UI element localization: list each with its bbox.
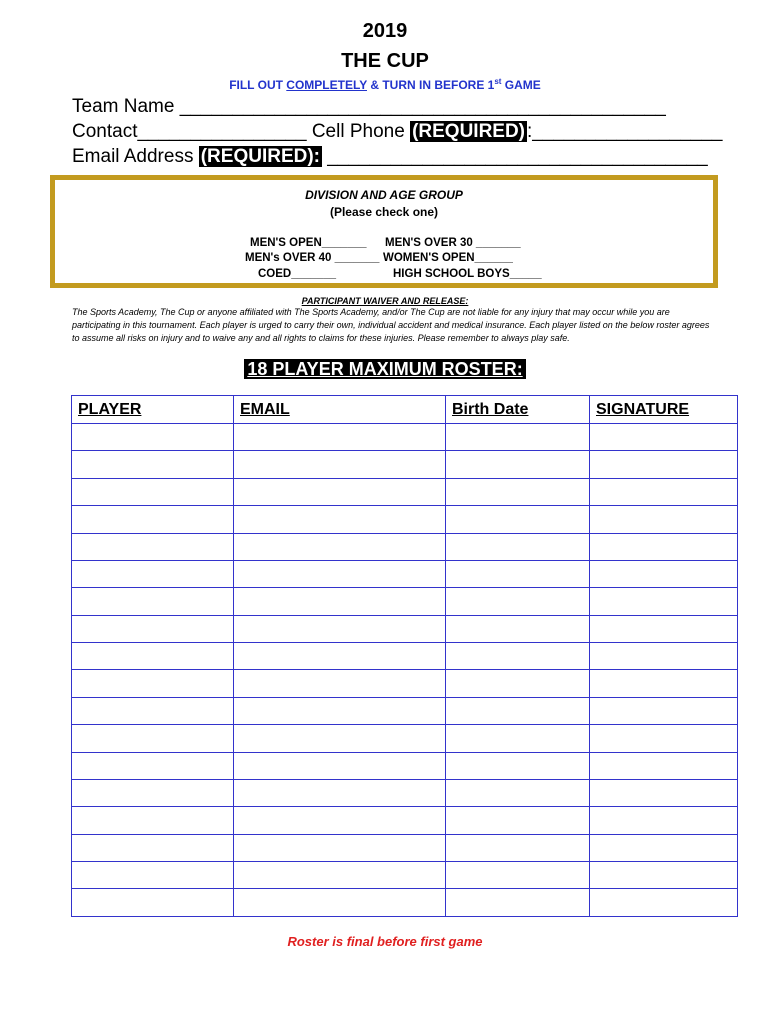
roster-heading	[0, 359, 770, 380]
waiver-heading: PARTICIPANT WAIVER AND RELEASE:	[301, 296, 469, 306]
birth-date-cell[interactable]	[446, 478, 590, 505]
instruction-underlined: COMPLETELY	[286, 78, 367, 92]
instruction-post: & TURN IN BEFORE 1	[366, 78, 495, 92]
player-cell[interactable]	[72, 588, 234, 615]
form-title: THE CUP	[341, 50, 429, 72]
player-cell[interactable]	[72, 807, 234, 834]
instruction-pre: FILL OUT	[229, 78, 287, 92]
birth-date-cell[interactable]	[446, 560, 590, 587]
roster-row	[72, 725, 738, 752]
player-cell[interactable]	[72, 560, 234, 587]
option-coed[interactable]: COED_______	[258, 268, 336, 280]
option-high-school-boys[interactable]: HIGH SCHOOL BOYS_____	[393, 268, 542, 280]
signature-cell[interactable]	[590, 697, 738, 724]
roster-row	[72, 697, 738, 724]
signature-cell[interactable]	[590, 588, 738, 615]
birth-date-cell[interactable]	[446, 506, 590, 533]
roster-row	[72, 424, 738, 451]
waiver-text: The Sports Academy, The Cup or anyone affiliated with The Sports Academy, and/or The Cup are not liable for any injury that may occur while you are participating in this tournament. Each player is urged to carry their own, individual accident and medical insurance. Each player listed on the below roster agrees to assume all risks on injury and to waive any and all rights to claims for these injuries. Please remember to always play safe.	[72, 307, 710, 343]
option-mens-over-30[interactable]: MEN'S OVER 30 _______	[385, 237, 521, 249]
roster-row	[72, 615, 738, 642]
player-cell[interactable]	[72, 643, 234, 670]
email-cell[interactable]	[234, 643, 446, 670]
roster-header-row	[72, 396, 738, 424]
birth-date-cell[interactable]	[446, 779, 590, 806]
cell-required-badge: (REQUIRED)	[412, 121, 526, 142]
birth-date-cell[interactable]	[446, 451, 590, 478]
birth-date-cell[interactable]	[446, 862, 590, 889]
player-cell[interactable]	[72, 478, 234, 505]
player-cell[interactable]	[72, 533, 234, 560]
roster-row	[72, 807, 738, 834]
signature-cell[interactable]	[590, 807, 738, 834]
roster-row	[72, 779, 738, 806]
email-cell[interactable]	[234, 779, 446, 806]
signature-cell[interactable]	[590, 889, 738, 917]
signature-cell[interactable]	[590, 615, 738, 642]
roster-heading-text: 18 PLAYER MAXIMUM ROSTER:	[244, 359, 525, 379]
roster-final-note: Roster is final before first game	[287, 934, 483, 949]
email-required-badge: (REQUIRED):	[200, 146, 321, 167]
player-cell[interactable]	[72, 862, 234, 889]
player-cell[interactable]	[72, 697, 234, 724]
signature-cell[interactable]	[590, 478, 738, 505]
email-cell[interactable]	[234, 424, 446, 451]
signature-cell[interactable]	[590, 725, 738, 752]
signature-cell[interactable]	[590, 670, 738, 697]
player-cell[interactable]	[72, 424, 234, 451]
option-mens-over-40[interactable]: MEN's OVER 40 _______	[245, 252, 380, 264]
email-cell[interactable]	[234, 862, 446, 889]
email-field[interactable]	[72, 146, 708, 168]
signature-cell[interactable]	[590, 451, 738, 478]
birth-date-cell[interactable]	[446, 834, 590, 861]
signature-cell[interactable]	[590, 862, 738, 889]
email-cell[interactable]	[234, 506, 446, 533]
email-cell[interactable]	[234, 670, 446, 697]
email-cell[interactable]	[234, 697, 446, 724]
email-cell[interactable]	[234, 834, 446, 861]
email-cell[interactable]	[234, 560, 446, 587]
birth-date-cell[interactable]	[446, 615, 590, 642]
signature-cell[interactable]	[590, 424, 738, 451]
team-name-field[interactable]: Team Name ______________________________________________	[72, 96, 666, 117]
roster-row	[72, 834, 738, 861]
roster-row	[72, 506, 738, 533]
email-cell[interactable]	[234, 478, 446, 505]
email-cell[interactable]	[234, 533, 446, 560]
instruction-end: GAME	[501, 78, 541, 92]
email-label: Email Address	[72, 146, 199, 167]
signature-cell[interactable]	[590, 560, 738, 587]
player-cell[interactable]	[72, 752, 234, 779]
roster-row	[72, 862, 738, 889]
roster-row	[72, 478, 738, 505]
instruction-line	[0, 77, 770, 92]
birth-date-cell[interactable]	[446, 752, 590, 779]
player-cell[interactable]	[72, 889, 234, 917]
player-cell[interactable]	[72, 670, 234, 697]
roster-body	[72, 424, 738, 917]
column-player: PLAYER	[72, 396, 234, 424]
birth-date-cell[interactable]	[446, 889, 590, 917]
roster-row	[72, 752, 738, 779]
roster-row	[72, 588, 738, 615]
column-birth-date: Birth Date	[446, 396, 590, 424]
instruction-sup: st	[494, 77, 502, 86]
signature-cell[interactable]	[590, 506, 738, 533]
roster-row	[72, 889, 738, 917]
roster-row	[72, 670, 738, 697]
player-cell[interactable]	[72, 506, 234, 533]
form-year: 2019	[362, 20, 408, 42]
email-cell[interactable]	[234, 889, 446, 917]
contact-label: Contact________________ Cell Phone	[72, 121, 411, 142]
birth-date-cell[interactable]	[446, 725, 590, 752]
birth-date-cell[interactable]	[446, 643, 590, 670]
division-box	[50, 175, 718, 288]
column-signature: SIGNATURE	[590, 396, 738, 424]
column-email: EMAIL	[234, 396, 446, 424]
birth-date-cell[interactable]	[446, 807, 590, 834]
roster-row	[72, 560, 738, 587]
player-cell[interactable]	[72, 725, 234, 752]
roster-row	[72, 643, 738, 670]
email-cell[interactable]	[234, 752, 446, 779]
signature-cell[interactable]	[590, 834, 738, 861]
division-subtitle: (Please check one)	[329, 205, 439, 219]
email-cell[interactable]	[234, 588, 446, 615]
birth-date-cell[interactable]	[446, 533, 590, 560]
option-mens-open[interactable]: MEN'S OPEN_______	[250, 237, 367, 249]
player-cell[interactable]	[72, 615, 234, 642]
player-cell[interactable]	[72, 779, 234, 806]
roster-table	[71, 395, 738, 917]
email-cell[interactable]	[234, 725, 446, 752]
email-cell[interactable]	[234, 807, 446, 834]
birth-date-cell[interactable]	[446, 588, 590, 615]
division-title: DIVISION AND AGE GROUP	[305, 188, 463, 202]
cell-phone-blank[interactable]: :__________________	[527, 121, 723, 142]
contact-field[interactable]	[72, 121, 723, 143]
email-blank[interactable]: ____________________________________	[322, 146, 708, 167]
roster-row	[72, 451, 738, 478]
birth-date-cell[interactable]	[446, 697, 590, 724]
email-cell[interactable]	[234, 451, 446, 478]
birth-date-cell[interactable]	[446, 670, 590, 697]
signature-cell[interactable]	[590, 779, 738, 806]
signature-cell[interactable]	[590, 533, 738, 560]
roster-row	[72, 533, 738, 560]
option-womens-open[interactable]: WOMEN'S OPEN______	[383, 252, 513, 264]
birth-date-cell[interactable]	[446, 424, 590, 451]
player-cell[interactable]	[72, 451, 234, 478]
player-cell[interactable]	[72, 834, 234, 861]
signature-cell[interactable]	[590, 752, 738, 779]
email-cell[interactable]	[234, 615, 446, 642]
signature-cell[interactable]	[590, 643, 738, 670]
